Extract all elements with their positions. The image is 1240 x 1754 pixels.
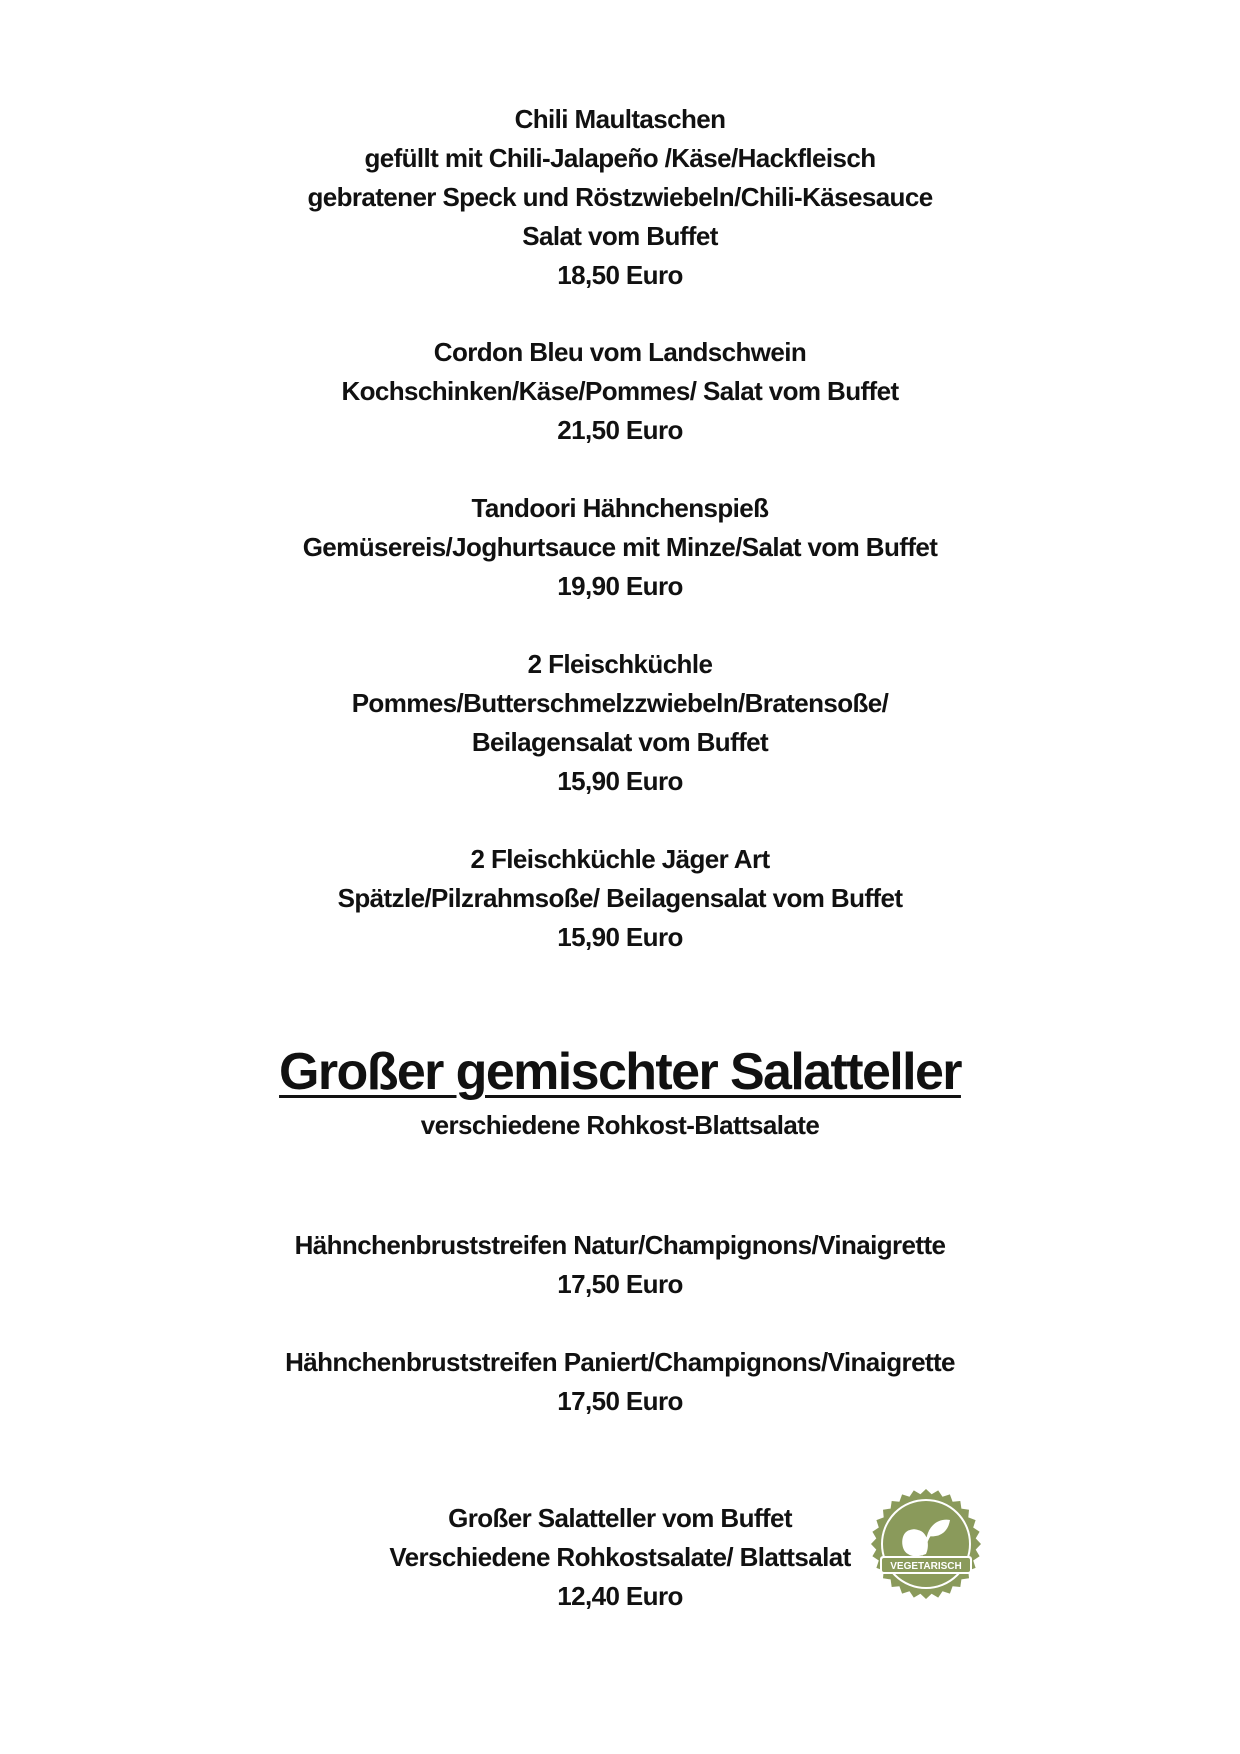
dish-description: Pommes/Butterschmelzzwiebeln/Bratensoße/ (351, 688, 889, 718)
dish-description: Beilagensalat vom Buffet (471, 727, 769, 757)
dish-description: gefüllt mit Chili-Jalapeño /Käse/Hackfleisch (364, 143, 876, 173)
dish-price: 18,50 Euro (557, 260, 683, 290)
vegetarian-badge (870, 1488, 982, 1600)
dish-title: Cordon Bleu vom Landschwein (433, 337, 807, 367)
dish-price: 19,90 Euro (557, 571, 683, 601)
dish-fleischkuechle-jaeger (0, 840, 1240, 957)
dish-price: 15,90 Euro (557, 922, 683, 952)
salad-item-natur (0, 1226, 1240, 1304)
salad-item-description: Verschiedene Rohkostsalate/ Blattsalat (389, 1542, 851, 1572)
dish-description: Kochschinken/Käse/Pommes/ Salat vom Buffet (341, 376, 899, 406)
badge-label: VEGETARISCH (890, 1561, 962, 1572)
salad-section-heading (0, 1042, 1240, 1102)
dish-fleischkuechle (0, 645, 1240, 801)
salad-section-subheading: verschiedene Rohkost-Blattsalate (420, 1110, 820, 1140)
salad-item-title: Großer Salatteller vom Buffet (448, 1503, 792, 1533)
salad-item-price: 12,40 Euro (557, 1581, 683, 1611)
dish-description: Spätzle/Pilzrahmsoße/ Beilagensalat vom Buffet (337, 883, 903, 913)
dish-title: Chili Maultaschen (514, 104, 726, 134)
salad-item-title: Hähnchenbruststreifen Paniert/Champignons/Vinaigrette (285, 1347, 955, 1377)
dish-title: 2 Fleischküchle (527, 649, 713, 679)
salad-item-paniert (0, 1343, 1240, 1421)
salad-item-title: Hähnchenbruststreifen Natur/Champignons/Vinaigrette (294, 1230, 946, 1260)
dish-cordon-bleu (0, 333, 1240, 450)
dish-chili-maultaschen (0, 100, 1240, 295)
dish-description: Gemüsereis/Joghurtsauce mit Minze/Salat vom Buffet (302, 532, 938, 562)
salad-heading-text: Großer gemischter Salatteller (279, 1043, 961, 1101)
dish-description: Salat vom Buffet (522, 221, 718, 251)
salad-item-price: 17,50 Euro (557, 1386, 683, 1416)
dish-tandoori (0, 489, 1240, 606)
salad-item-price: 17,50 Euro (557, 1269, 683, 1299)
dish-title: Tandoori Hähnchenspieß (471, 493, 769, 523)
dish-price: 21,50 Euro (557, 415, 683, 445)
dish-title: 2 Fleischküchle Jäger Art (470, 844, 770, 874)
salad-item-buffet (0, 1499, 1240, 1616)
dish-price: 15,90 Euro (557, 766, 683, 796)
leaf-apple-icon (870, 1488, 982, 1600)
dish-description: gebratener Speck und Röstzwiebeln/Chili-Käsesauce (307, 182, 933, 212)
